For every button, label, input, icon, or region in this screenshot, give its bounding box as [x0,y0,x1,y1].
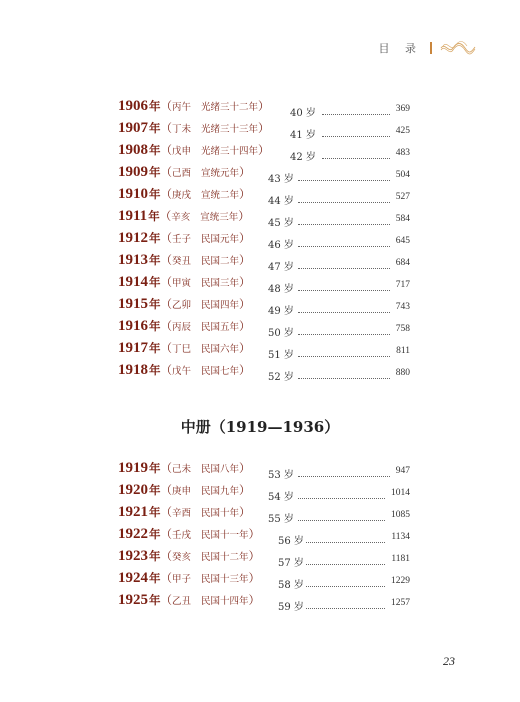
entry-leader-dots [298,498,385,499]
entry-open-paren: （ [160,297,172,311]
entry-age: 48 岁 [268,284,294,295]
entry-year: 1913 [118,252,148,268]
entry-year: 1919 [118,460,148,476]
entry-ganzhi: 己未 [172,464,192,475]
entry-ganzhi: 乙卯 [172,300,192,311]
entry-age: 55 岁 [268,514,294,525]
entry-leader-dots [322,136,390,137]
entry-ganzhi: 戊午 [172,366,192,377]
entry-leader-dots [298,290,390,291]
entry-year-suffix: 年 [149,143,161,157]
entry-ganzhi: 丁巳 [172,344,192,355]
entry-era: 宣统三年 [200,212,239,223]
entry-era: 民国元年 [201,234,240,245]
entry-leader-dots [298,312,390,313]
toc-entry[interactable] [118,482,251,504]
entry-leader-dots [298,476,390,477]
entry-year-suffix: 年 [149,297,161,311]
entry-open-paren: （ [160,99,172,113]
entry-close-paren: ） [239,483,251,497]
entry-leader-dots [298,246,390,247]
entry-open-paren: （ [160,363,172,377]
entry-leader-dots [306,586,385,587]
entry-era: 民国十三年 [201,574,249,585]
entry-leader-dots [298,268,390,269]
entry-year: 1916 [118,318,148,334]
entry-year-suffix: 年 [149,275,161,289]
entry-ganzhi: 丙午 [172,102,192,113]
entry-era: 民国十二年 [201,552,249,563]
entry-year: 1908 [118,142,148,158]
entry-year-suffix: 年 [149,165,161,179]
entry-leader-dots [298,202,390,203]
entry-page: 527 [395,192,410,202]
toc-entry[interactable] [118,252,251,274]
entry-page: 584 [395,214,410,224]
entry-ganzhi: 丙辰 [172,322,192,333]
entry-page: 1257 [391,598,410,608]
entry-page: 947 [395,466,410,476]
entry-age: 40 岁 [290,108,316,119]
entry-close-paren: ） [239,341,251,355]
entry-year: 1909 [118,164,148,180]
entry-open-paren: （ [160,571,172,585]
entry-open-paren: （ [160,593,172,607]
entry-page: 1229 [391,576,410,586]
entry-era: 宣统二年 [201,190,240,201]
entry-close-paren: ） [248,527,261,541]
entry-close-paren: ） [239,165,251,179]
entry-age: 54 岁 [268,492,294,503]
entry-page: 1014 [391,488,410,498]
entry-page: 1181 [391,554,410,564]
entry-year-suffix: 年 [149,319,161,333]
entry-close-paren: ） [238,209,250,223]
entry-leader-dots [298,378,390,379]
toc-entry[interactable] [118,526,260,548]
toc-entry[interactable] [118,362,251,384]
entry-close-paren: ） [258,121,270,135]
entry-leader-dots [322,114,390,115]
entry-ganzhi: 辛酉 [172,508,192,519]
toc-entry[interactable] [118,98,270,120]
entry-era: 民国五年 [201,322,240,333]
entry-ganzhi: 丁未 [172,124,192,135]
entry-era: 光绪三十二年 [201,102,259,113]
entry-ganzhi: 壬子 [172,234,192,245]
entry-age: 49 岁 [268,306,294,317]
entry-open-paren: （ [160,319,172,333]
toc-entry[interactable] [118,318,251,340]
entry-era: 光绪三十四年 [201,146,259,157]
toc-entry[interactable] [118,296,251,318]
entry-year: 1915 [118,296,148,312]
entry-page: 717 [395,280,410,290]
entry-leader-dots [306,608,385,609]
entry-close-paren: ） [239,275,251,289]
toc-entry[interactable] [118,504,251,526]
entry-leader-dots [298,356,390,357]
entry-age: 58 岁 [278,580,304,591]
entry-era: 民国九年 [201,486,240,497]
entry-era: 民国三年 [201,278,240,289]
entry-page: 369 [395,104,410,114]
running-header [379,40,477,56]
entry-open-paren: （ [160,143,172,157]
entry-year: 1910 [118,186,148,202]
entry-age: 51 岁 [268,350,294,361]
entry-year-suffix: 年 [149,527,161,541]
entry-leader-dots [298,180,390,181]
entry-year: 1922 [118,526,148,542]
entry-era: 民国八年 [201,464,240,475]
entry-page: 645 [395,236,410,246]
entry-year-suffix: 年 [149,121,161,135]
toc-entry[interactable] [118,208,250,230]
entry-year-suffix: 年 [149,461,161,475]
entry-year: 1918 [118,362,148,378]
entry-age: 44 岁 [268,196,294,207]
toc-entry[interactable] [118,340,251,362]
entry-year: 1917 [118,340,148,356]
entry-year-suffix: 年 [149,549,161,563]
toc-entry[interactable] [118,142,270,164]
entry-page: 504 [395,170,410,180]
entry-year-suffix: 年 [149,483,161,497]
entry-era: 民国十一年 [201,530,249,541]
entry-age: 46 岁 [268,240,294,251]
entry-age: 42 岁 [290,152,316,163]
entry-page: 483 [395,148,410,158]
running-header-title: 目 录 [378,42,422,55]
toc-entry[interactable] [118,460,251,482]
entry-ganzhi: 甲寅 [172,278,192,289]
decorative-wave-icon [440,41,476,55]
entry-year-suffix: 年 [149,187,161,201]
header-divider [430,42,432,54]
entry-year: 1924 [118,570,148,586]
entry-open-paren: （ [160,231,172,245]
entry-year: 1906 [118,98,148,114]
entry-close-paren: ） [239,297,251,311]
entry-leader-dots [322,158,390,159]
entry-leader-dots [298,520,385,521]
entry-open-paren: （ [159,209,172,223]
entry-open-paren: （ [160,165,172,179]
entry-close-paren: ） [239,187,251,201]
entry-ganzhi: 癸丑 [172,256,192,267]
entry-open-paren: （ [160,461,172,475]
entry-close-paren: ） [258,99,270,113]
entry-era: 宣统元年 [201,168,240,179]
entry-close-paren: ） [248,593,261,607]
entry-year-suffix: 年 [149,593,161,607]
entry-era: 光绪三十三年 [201,124,259,135]
entry-close-paren: ） [248,549,261,563]
entry-age: 43 岁 [268,174,294,185]
entry-age: 59 岁 [278,602,304,613]
entry-open-paren: （ [160,527,172,541]
entry-ganzhi: 癸亥 [172,552,192,563]
entry-open-paren: （ [160,275,172,289]
toc-entry[interactable] [118,164,251,186]
entry-open-paren: （ [160,341,172,355]
section-heading: 中册（1919—1936） [180,418,340,436]
entry-age: 45 岁 [268,218,294,229]
entry-close-paren: ） [239,505,251,519]
entry-open-paren: （ [160,483,172,497]
entry-age: 47 岁 [268,262,294,273]
entry-year: 1925 [118,592,148,608]
toc-entry[interactable] [118,548,260,570]
entry-page: 743 [395,302,410,312]
entry-year: 1911 [118,208,148,224]
entry-ganzhi: 辛亥 [171,212,191,223]
entry-era: 民国七年 [201,366,240,377]
entry-open-paren: （ [160,505,172,519]
entry-year: 1923 [118,548,148,564]
entry-year-suffix: 年 [149,253,161,267]
toc-entry[interactable] [118,186,251,208]
entry-year: 1907 [118,120,148,136]
entry-page: 425 [395,126,410,136]
entry-leader-dots [298,334,390,335]
entry-page: 1134 [391,532,410,542]
entry-open-paren: （ [160,187,172,201]
entry-close-paren: ） [239,363,251,377]
entry-age: 56 岁 [278,536,304,547]
entry-close-paren: ） [239,253,251,267]
entry-age: 50 岁 [268,328,294,339]
entry-page: 880 [395,368,410,378]
entry-ganzhi: 庚申 [172,486,192,497]
entry-close-paren: ） [239,461,251,475]
entry-page: 758 [395,324,410,334]
entry-era: 民国四年 [201,300,240,311]
entry-age: 52 岁 [268,372,294,383]
entry-close-paren: ） [248,571,261,585]
entry-close-paren: ） [239,231,251,245]
entry-ganzhi: 乙丑 [172,596,192,607]
entry-page: 684 [395,258,410,268]
entry-leader-dots [306,564,385,565]
entry-year: 1920 [118,482,148,498]
entry-year-suffix: 年 [149,505,161,519]
toc-entry[interactable] [118,570,260,592]
entry-ganzhi: 壬戌 [172,530,192,541]
entry-era: 民国十年 [201,508,240,519]
entry-open-paren: （ [160,121,172,135]
entry-year-suffix: 年 [148,209,160,223]
entry-close-paren: ） [258,143,270,157]
entry-year-suffix: 年 [149,231,161,245]
entry-year: 1914 [118,274,148,290]
entry-year-suffix: 年 [149,341,161,355]
page-number: 23 [443,654,455,668]
entry-ganzhi: 己酉 [172,168,192,179]
entry-year: 1921 [118,504,148,520]
entry-age: 41 岁 [290,130,316,141]
entry-ganzhi: 甲子 [172,574,192,585]
entry-age: 57 岁 [278,558,304,569]
entry-age: 53 岁 [268,470,294,481]
entry-leader-dots [298,224,390,225]
entry-close-paren: ） [239,319,251,333]
entry-era: 民国十四年 [201,596,249,607]
toc-entry[interactable] [118,592,260,614]
entry-open-paren: （ [160,253,172,267]
entry-era: 民国六年 [201,344,240,355]
entry-page: 1085 [391,510,410,520]
entry-leader-dots [306,542,385,543]
toc-entry[interactable] [118,274,251,296]
entry-ganzhi: 庚戌 [172,190,192,201]
entry-year-suffix: 年 [149,99,161,113]
entry-open-paren: （ [160,549,172,563]
entry-ganzhi: 戊申 [172,146,192,157]
entry-year-suffix: 年 [149,363,161,377]
entry-year: 1912 [118,230,148,246]
entry-year-suffix: 年 [149,571,161,585]
toc-entry[interactable] [118,230,251,252]
toc-entry[interactable] [118,120,270,142]
entry-era: 民国二年 [201,256,240,267]
entry-page: 811 [396,346,410,356]
